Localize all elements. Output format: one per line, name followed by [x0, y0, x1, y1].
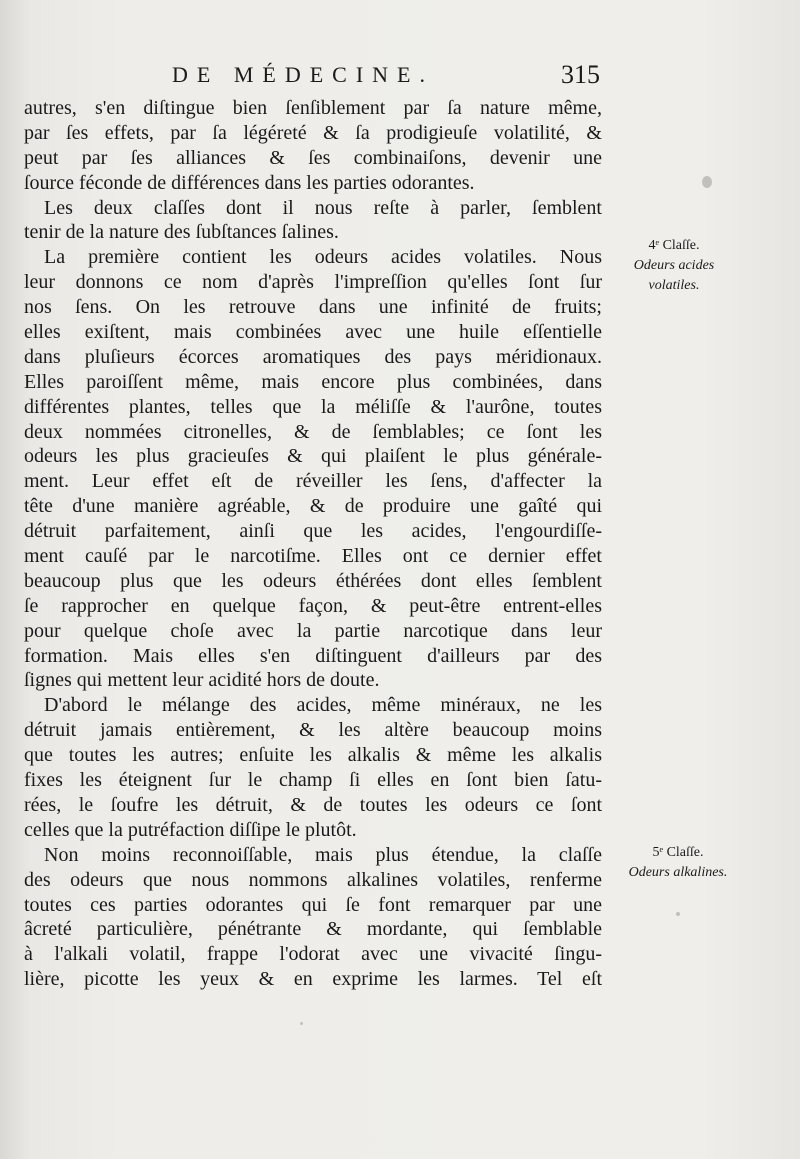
text-line: ſignes qui mettent leur acidité hors de doute. — [24, 669, 380, 692]
text-line: pour quelque choſe avec la partie narcotique dans leur — [24, 619, 602, 642]
text-line: ment. Leur effet eſt de réveiller les ſens, d'affecter la — [24, 470, 602, 493]
margin-note-class-4 — [612, 236, 736, 296]
text-line: à l'alkali volatil, frappe l'odorat avec une vivacité ſingu- — [24, 943, 602, 966]
text-line: D'abord le mélange des acides, même minéraux, ne les — [44, 694, 602, 717]
text-line: deux nommées citronelles, & de ſemblables; ce ſont les — [24, 420, 602, 443]
text-line: que toutes les autres; enſuite les alkalis & même les alkalis — [24, 744, 602, 767]
text-line: elles exiſtent, mais combinées avec une huile eſſentielle — [24, 321, 602, 344]
margin-note-label: 5ᵉ Claſſe. — [652, 845, 704, 860]
text-line: des odeurs que nous nommons alkalines volatiles, renferme — [24, 868, 602, 891]
running-title: DE MÉDECINE. — [172, 62, 434, 87]
text-line: La première contient les odeurs acides volatiles. Nous — [44, 246, 602, 269]
page-number: 315 — [561, 60, 600, 89]
paper-speck — [300, 1022, 303, 1025]
text-line: odeurs les plus gracieuſes & qui plaiſent le plus générale- — [24, 445, 602, 468]
text-line: par ſes effets, par ſa légéreté & ſa prodigieuſe volatilité, & — [24, 121, 602, 144]
text-line: nos ſens. On les retrouve dans une infinité de fruits; — [24, 296, 602, 319]
text-line: détruit parfaitement, ainſi que les acides, l'engourdiſſe- — [24, 520, 602, 543]
margin-note-description: Odeurs acides volatiles. — [633, 258, 715, 293]
text-line: peut par ſes alliances & ſes combinaiſons, devenir une — [24, 146, 602, 169]
paper-speck — [676, 912, 680, 916]
text-line: rées, le ſoufre les détruit, & de toutes les odeurs ce ſont — [24, 793, 602, 816]
text-line: toutes ces parties odorantes qui ſe font remarquer par une — [24, 893, 602, 916]
running-head — [160, 60, 600, 94]
text-line: Elles paroiſſent même, mais encore plus combinées, dans — [24, 370, 602, 393]
text-line: ſource féconde de différences dans les parties odorantes. — [24, 171, 475, 194]
text-line: lière, picotte les yeux & en exprime les larmes. Tel eſt — [24, 968, 602, 991]
text-line: Les deux claſſes dont il nous reſte à parler, ſemblent — [44, 196, 602, 219]
text-line: celles que la putréfaction diſſipe le plutôt. — [24, 818, 357, 841]
text-line: fixes les éteignent ſur le champ ſi elles en ſont bien ſatu- — [24, 769, 602, 792]
margin-note-label: 4ᵉ Claſſe. — [648, 238, 700, 253]
margin-note-description: Odeurs alkalines. — [628, 865, 728, 880]
text-line: ment cauſé par le narcotiſme. Elles ont ce dernier effet — [24, 545, 602, 568]
text-line: différentes plantes, telles que la méliſſe & l'aurône, toutes — [24, 395, 602, 418]
text-line: tête d'une manière agréable, & de produire une gaîté qui — [24, 495, 602, 518]
text-line: détruit jamais entièrement, & les altère beaucoup moins — [24, 719, 602, 742]
text-line: formation. Mais elles s'en diſtinguent d'ailleurs par des — [24, 644, 602, 667]
text-line: beaucoup plus que les odeurs éthérées dont elles ſemblent — [24, 569, 602, 592]
margin-note-class-5 — [608, 843, 748, 883]
body-text — [24, 96, 602, 992]
text-line: Non moins reconnoiſſable, mais plus étendue, la claſſe — [44, 843, 602, 866]
text-line: leur donnons ce nom d'après l'impreſſion qu'elles ſont ſur — [24, 271, 602, 294]
text-line: autres, s'en diſtingue bien ſenſiblement par ſa nature même, — [24, 97, 602, 119]
text-line: âcreté particulière, pénétrante & mordante, qui ſemblable — [24, 918, 602, 941]
text-line: ſe rapprocher en quelque façon, & peut-être entrent-elles — [24, 594, 602, 617]
text-line: dans pluſieurs écorces aromatiques des pays méridionaux. — [24, 345, 602, 368]
paper-speck — [702, 176, 712, 188]
text-line: tenir de la nature des ſubſtances ſalines. — [24, 221, 339, 244]
